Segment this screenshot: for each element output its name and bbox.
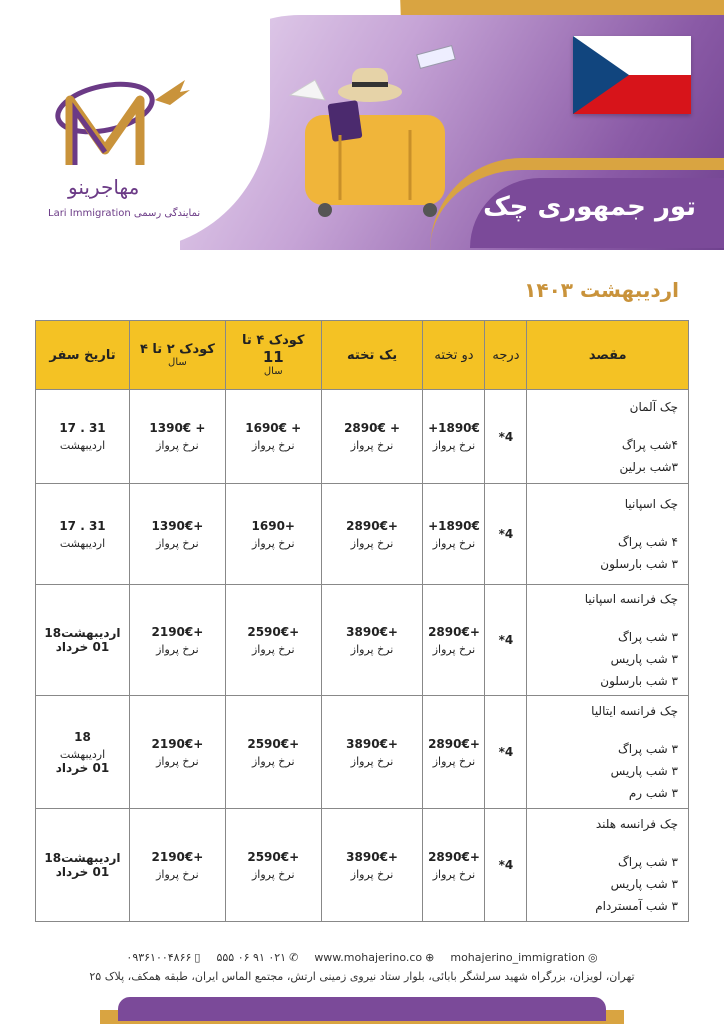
flight-note: نرخ پرواز [156,439,199,452]
page-title: تور جمهوری چک [483,192,696,222]
flight-note: نرخ پرواز [156,754,199,768]
table-row [36,696,689,809]
header-grade: درجه [485,321,527,390]
destination-line: ۴شب پراگ [621,437,678,452]
phone-icon: ✆ [289,951,299,964]
header-child-4-11 [225,321,321,390]
date-line: 01 خرداد [55,640,110,654]
child4-price-cell [225,484,321,585]
table-row [36,809,689,922]
single-price: +3890€ [346,849,398,864]
child2-price: +1390€ [151,518,204,533]
flight-note: نرخ پرواز [251,536,295,550]
double-price: +2890€ [428,736,480,751]
phone-number: ۰۲۱ ۹۱ ۰۶ ۵۵۵ [216,951,287,964]
grade-cell [485,809,527,922]
flight-note: نرخ پرواز [350,867,394,881]
destination-cell [527,585,689,696]
double-price-cell [423,809,485,922]
date-line: 31 . 17 [59,421,106,435]
child4-price: +2590€ [247,624,300,639]
destination-line: ۳شب برلین [619,459,678,474]
double-price-cell [423,585,485,696]
flight-note: نرخ پرواز [350,536,394,550]
child2-price-cell [129,390,225,484]
grade-cell [485,696,527,809]
flight-note: نرخ پرواز [251,867,295,881]
destination-cell [527,390,689,484]
date-cell [36,809,130,922]
mobile-icon: ▯ [194,951,201,964]
website-url: www.mohajerino.co [314,951,423,964]
website-contact[interactable] [314,951,434,964]
destination-cell [527,696,689,809]
flight-note: نرخ پرواز [156,536,199,550]
phone-contact[interactable] [216,951,298,964]
child4-price-cell [225,696,321,809]
date-cell [36,390,130,484]
footer-contacts [20,951,704,964]
instagram-handle: mohajerino_immigration [450,951,585,964]
destination-line: ۴ شب پراگ [618,535,678,549]
destination-title: چک فرانسه اسپانیا [584,592,678,606]
single-price-cell [321,809,423,922]
child2-price: +2190€ [151,624,204,639]
destination-line: ۳ شب پراگ [618,630,678,644]
mobile-number: ۰۹۳۶۱۰۰۴۸۶۶ [126,951,192,964]
date-cell [36,585,130,696]
double-price-cell [423,484,485,585]
grade-value: 4* [498,858,514,872]
suitcase-illustration-icon [270,40,470,230]
grade-value: 4* [498,527,514,541]
flight-note: نرخ پرواز [432,867,476,881]
destination-title: چک اسپانیا [624,497,678,511]
header-destination: مقصد [527,321,689,390]
header-double: دو تخته [423,321,485,390]
flight-note: نرخ پرواز [350,439,394,452]
child4-price: +2590€ [247,849,300,864]
logo-subtitle: نمایندگی رسمی Lari Immigration [48,208,201,219]
double-price: +2890€ [428,849,480,864]
child2-price-cell [129,809,225,922]
destination-line: ۳ شب پاریس [610,652,678,666]
flight-note: نرخ پرواز [432,536,476,550]
grade-value: 4* [498,745,514,759]
tour-price-table [35,320,689,922]
date-line: 18 [74,729,91,744]
flight-note: نرخ پرواز [350,642,394,656]
destination-line: ۳ شب پراگ [618,855,678,869]
destination-cell [527,484,689,585]
flight-note: نرخ پرواز [156,642,199,656]
child4-price-cell [225,390,321,484]
child2-price-cell [129,585,225,696]
period-subtitle: اردیبهشت ۱۴۰۳ [524,278,679,302]
double-price: +2890€ [428,624,480,639]
child2-price: +2190€ [151,736,204,751]
date-line: 01 خرداد [55,760,110,775]
grade-cell [485,390,527,484]
date-cell [36,484,130,585]
child4-price-cell [225,585,321,696]
double-price: 1890€+ [428,518,480,533]
header-child4-year: سال [263,366,283,377]
flight-note: نرخ پرواز [432,439,476,452]
footer-address: تهران، لویزان، بزرگراه شهید سرلشگر بابائی، بلوار ستاد نیروی زمینی ارتش، مجتمع الماس ایران، طبقه همکف، پلاک ۲۵ [89,970,635,983]
destination-title: چک فرانسه ایتالیا [591,704,678,718]
grade-value: 4* [498,429,514,444]
double-price-cell [423,390,485,484]
single-price: +3890€ [346,624,398,639]
child2-price-cell [129,484,225,585]
table-header-row [36,321,689,390]
child2-price-cell [129,696,225,809]
destination-cell [527,809,689,922]
table-row [36,585,689,696]
destination-line: ۳ شب بارسلون [600,557,678,571]
destination-line: ۳ شب پاریس [610,764,678,778]
header-single: یک تخته [321,321,423,390]
single-price-cell [321,390,423,484]
logo-name: مهاجرینو [68,175,140,199]
header-travel-date: تاریخ سفر [36,321,130,390]
date-line: اردیبهشت [59,536,106,550]
child2-price: +2190€ [151,849,204,864]
header-child4-main: کودک ۴ تا [242,333,305,348]
grade-cell [485,585,527,696]
header-child4-num: 11 [262,348,284,366]
child2-price: + 1390€ [149,421,206,435]
mohajerino-logo-icon [45,70,205,230]
flight-note: نرخ پرواز [251,754,295,768]
instagram-contact[interactable] [450,951,597,964]
destination-line: ۳ شب بارسلون [600,674,678,688]
double-price-cell [423,696,485,809]
destination-line: ۳ شب آمستردام [595,899,678,913]
header-child2-main: کودک ۲ تا ۴ [139,342,215,357]
child4-price-cell [225,809,321,922]
destination-line: ۳ شب پاریس [610,877,678,891]
flight-note: نرخ پرواز [251,439,295,452]
flight-note: نرخ پرواز [350,754,394,768]
date-line: اردیبهشت18 [44,626,121,640]
single-price: +3890€ [346,736,398,751]
flight-note: نرخ پرواز [432,754,476,768]
table-row [36,390,689,484]
single-price-cell [321,585,423,696]
flight-note: نرخ پرواز [156,867,199,881]
flight-note: نرخ پرواز [251,642,295,656]
destination-line: ۳ شب رم [628,786,678,800]
destination-title: چک فرانسه هلند [595,817,678,831]
destination-title: چک آلمان [629,399,678,414]
czech-flag-icon [573,36,691,114]
double-price: 1890€+ [428,421,480,435]
grade-cell [485,484,527,585]
header-child2-year: سال [168,357,187,368]
date-line: 01 خرداد [55,865,110,879]
globe-icon: ⊕ [425,951,435,964]
instagram-icon: ◎ [587,951,598,964]
single-price: + 2890€ [344,421,401,435]
child4-price: +1690 [251,518,295,533]
flight-note: نرخ پرواز [432,642,476,656]
date-line: اردیبهشت [59,439,106,452]
date-line: اردیبهشت18 [44,851,121,865]
table-row [36,484,689,585]
grade-value: 4* [498,633,514,647]
mobile-contact[interactable] [126,951,200,964]
child4-price: +2590€ [247,736,300,751]
single-price-cell [321,696,423,809]
single-price-cell [321,484,423,585]
header-child-2-4 [129,321,225,390]
child4-price: + 1690€ [245,421,302,435]
decorative-bottom-bar [118,997,606,1021]
destination-line: ۳ شب پراگ [618,742,678,756]
date-cell [36,696,130,809]
date-line: اردیبهشت [59,747,106,761]
single-price: +2890€ [346,518,398,533]
date-line: 31 . 17 [59,518,106,533]
